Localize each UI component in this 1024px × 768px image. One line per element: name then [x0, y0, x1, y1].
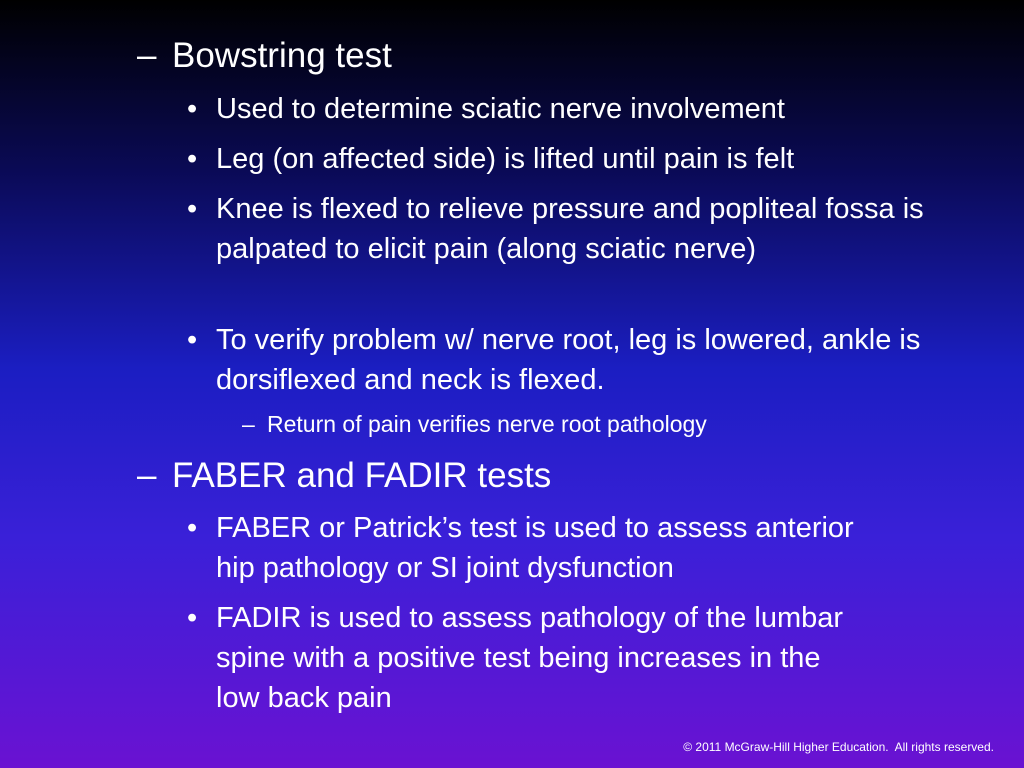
dash-marker: – — [137, 36, 157, 75]
bullet-text: Leg (on affected side) is lifted until pain is felt — [216, 143, 795, 175]
bullet-marker: • — [187, 512, 198, 544]
bullet-text: FABER or Patrick’s test is used to assess anterior hip pathology or SI joint dysfunction — [216, 512, 854, 584]
bullet-text: To verify problem w/ nerve root, leg is lowered, ankle is dorsiflexed and neck is flexed. — [216, 324, 921, 396]
bullet-marker: • — [187, 324, 198, 356]
bullet-item — [187, 598, 867, 718]
section-heading-bowstring — [137, 36, 392, 76]
dash-marker: – — [242, 411, 255, 437]
bullet-text: FADIR is used to assess pathology of the lumbar spine with a positive test being increases in the low back pain — [216, 602, 844, 714]
bullet-item — [187, 189, 937, 269]
bullet-marker: • — [187, 93, 198, 125]
bullet-item — [187, 89, 947, 129]
bullet-text: Used to determine sciatic nerve involvement — [216, 93, 785, 125]
bullet-marker: • — [187, 193, 198, 225]
bullet-marker: • — [187, 602, 198, 634]
heading-text: FABER and FADIR tests — [172, 456, 552, 495]
copyright-footer: © 2011 McGraw-Hill Higher Education. All rights reserved. — [683, 740, 994, 754]
bullet-text: Knee is flexed to relieve pressure and popliteal fossa is palpated to elicit pain (along sciatic nerve) — [216, 193, 924, 265]
dash-marker: – — [137, 456, 157, 495]
section-heading-faber-fadir — [137, 456, 551, 496]
sub-bullet-item — [242, 409, 707, 439]
bullet-item — [187, 320, 937, 400]
bullet-item — [187, 139, 947, 179]
sub-bullet-text: Return of pain verifies nerve root pathology — [267, 411, 707, 437]
heading-text: Bowstring test — [172, 36, 392, 75]
bullet-marker: • — [187, 143, 198, 175]
bullet-item — [187, 508, 887, 588]
